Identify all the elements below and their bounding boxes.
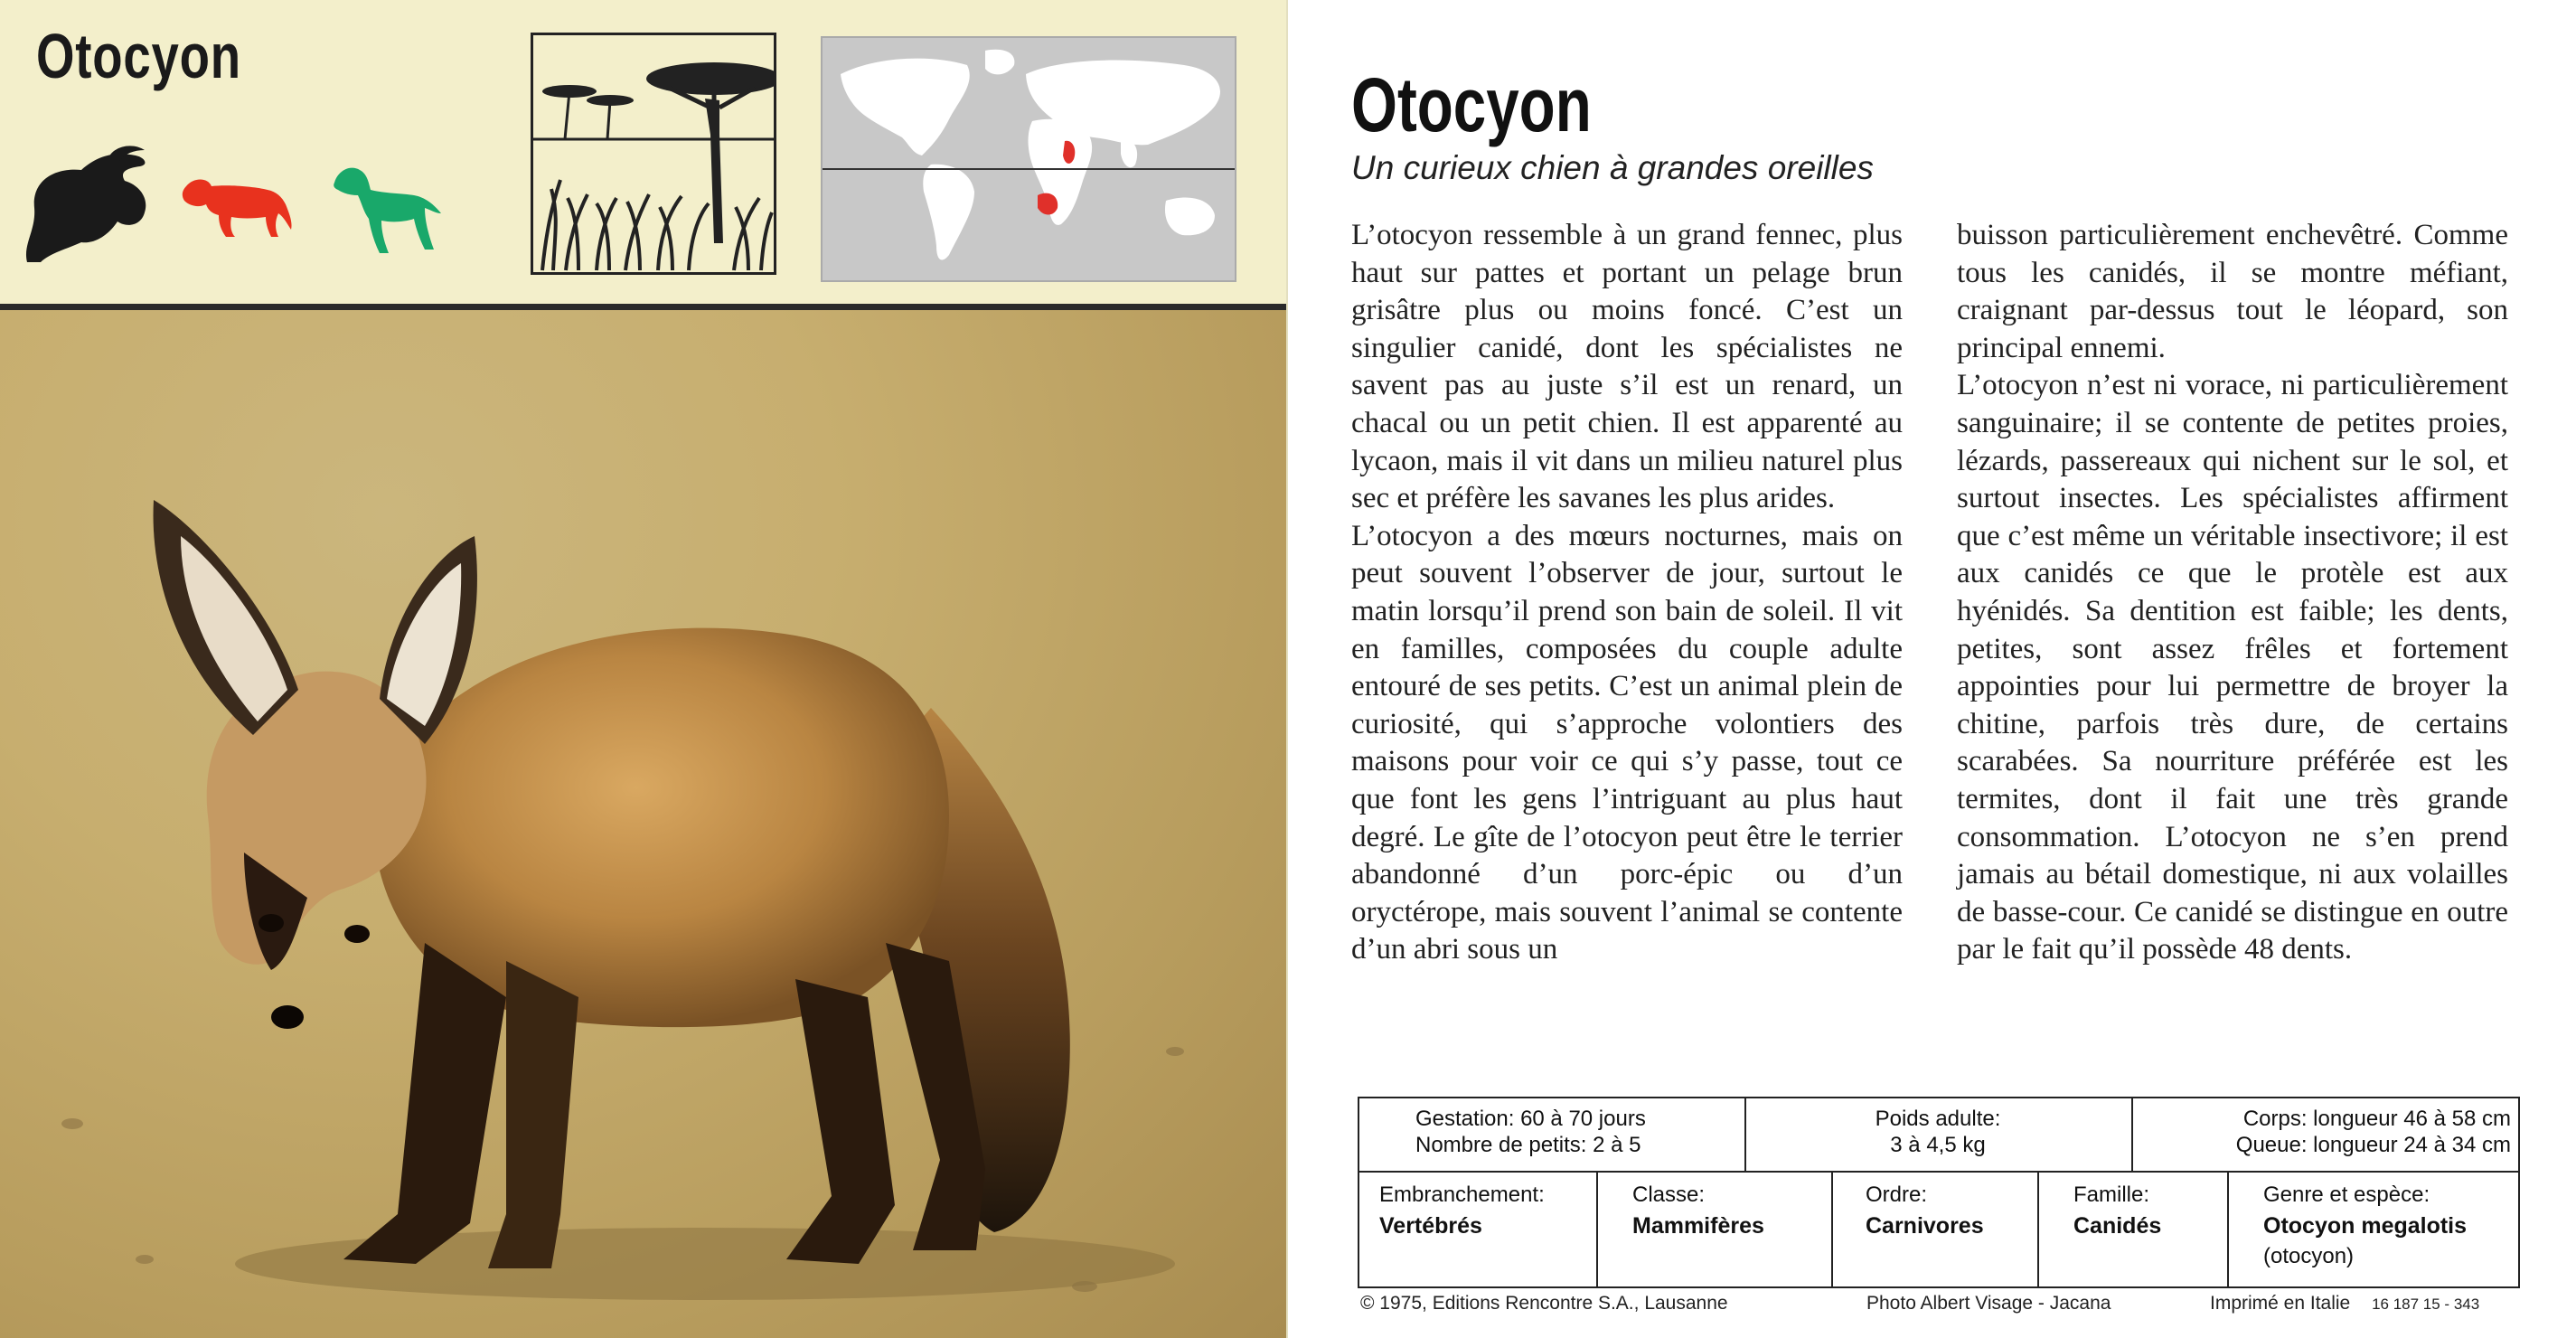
front-header bbox=[0, 0, 1288, 304]
dog-icon bbox=[331, 163, 444, 258]
phylum-value: Vertébrés bbox=[1379, 1213, 1482, 1239]
front-title: Otocyon bbox=[36, 21, 241, 91]
order-cell bbox=[1866, 1182, 1984, 1297]
species-value: Otocyon megalotis bbox=[2263, 1213, 2468, 1239]
back-subtitle: Un curieux chien à grandes oreilles bbox=[1351, 149, 1874, 186]
weight-label: Poids adulte: bbox=[1875, 1107, 2001, 1131]
facts-table bbox=[1358, 1097, 2520, 1288]
family-value: Canidés bbox=[2073, 1213, 2162, 1239]
photo-credit: Photo Albert Visage - Jacana bbox=[1866, 1293, 2111, 1314]
card-code: 16 187 15 - 343 bbox=[2372, 1296, 2480, 1313]
facts-size-cell bbox=[2131, 1106, 2511, 1178]
printed-in: Imprimé en Italie bbox=[2210, 1293, 2351, 1314]
family-label: Famille: bbox=[2073, 1183, 2150, 1207]
facts-row-measures bbox=[1359, 1098, 2518, 1173]
card-back bbox=[1288, 0, 2576, 1338]
text-column-1 bbox=[1351, 217, 1903, 969]
paragraph: buisson particulièrement enchevêtré. Comme tous les canidés, il se montre méfiant, craignant par-dessus tout le léopard, son principal ennemi. bbox=[1957, 219, 2508, 364]
class-label: Classe: bbox=[1632, 1183, 1706, 1207]
otocyon-photo-icon bbox=[0, 310, 1288, 1338]
animal-photo bbox=[0, 310, 1288, 1338]
class-value: Mammifères bbox=[1632, 1213, 1764, 1239]
print-info bbox=[2210, 1293, 2479, 1314]
order-value: Carnivores bbox=[1866, 1213, 1984, 1239]
lion-icon bbox=[181, 177, 294, 242]
savanna-icon bbox=[533, 35, 774, 272]
paragraph: L’otocyon n’est ni vorace, ni particulièrement sanguinaire; il se contente de petites proies, lézards, passereaux qui nichent sur le sol, et surtout insectes. Les spécialistes affirment que c’est même un véritable insectivore; il est aux canidés ce que le protèle est aux hyénidés. Sa dentition est faible; les dents, petites, sont assez frêles et fortement appointies pour lui permettre de broyer la chitine, parfois très dure, de certains scarabées. Sa nourriture préférée est les termites, dont il fait une très grande consommation. L’otocyon ne s’en prend jamais au bétail domestique, ni aux volailles de basse-cour. Ce canidé se distingue en outre par le fait qu’il possède 48 dents. bbox=[1957, 369, 2508, 966]
order-label: Ordre: bbox=[1866, 1183, 1928, 1207]
habitat-illustration bbox=[531, 33, 776, 275]
phylum-cell bbox=[1379, 1182, 1545, 1297]
facts-weight-cell bbox=[1744, 1106, 2131, 1178]
facts-gestation-cell bbox=[1415, 1106, 1646, 1178]
paragraph: L’otocyon a des mœurs nocturnes, mais on peut souvent l’observer de jour, surtout le matin lorsqu’il prend son bain de soleil. Il vit en familles, composées du couple adulte entouré de ses petits. C’est un animal plein de curiosité, qui s’approche volontiers des maisons pour voir ce qui s’y passe, tout ce que font les gens l’intriguant au plus haut degré. Le gîte de l’otocyon peut être le terrier abandonné d’un porc-épic ou d’un oryctérope, mais souvent l’animal se contente d’un abri sous un bbox=[1351, 519, 1903, 966]
litter-size: Nombre de petits: 2 à 5 bbox=[1415, 1133, 1641, 1157]
phylum-label: Embranchement: bbox=[1379, 1183, 1545, 1207]
body-length: Corps: longueur 46 à 58 cm bbox=[2242, 1107, 2511, 1131]
range-map bbox=[821, 36, 1236, 282]
paragraph: L’otocyon ressemble à un grand fennec, plus haut sur pattes et portant un pelage brun grisâtre plus ou moins foncé. C’est un singulier canidé, dont les spécialistes ne savent pas au juste s’il est un renard, un chacal ou un petit chien. Il est apparenté au lycaon, mais il vit dans un milieu naturel plus sec et préfère les savanes les plus arides. bbox=[1351, 219, 1903, 515]
family-cell bbox=[2073, 1182, 2161, 1297]
text-column-2 bbox=[1957, 217, 2508, 969]
header-divider bbox=[0, 304, 1288, 310]
back-title: Otocyon bbox=[1351, 62, 1592, 147]
tail-length: Queue: longueur 24 à 34 cm bbox=[2235, 1133, 2511, 1157]
buffalo-icon bbox=[18, 145, 154, 271]
world-map-icon bbox=[823, 38, 1235, 280]
copyright: © 1975, Editions Rencontre S.A., Lausanne bbox=[1360, 1293, 1728, 1314]
gestation: Gestation: 60 à 70 jours bbox=[1415, 1107, 1646, 1131]
weight-value: 3 à 4,5 kg bbox=[1890, 1133, 1986, 1157]
species-common: (otocyon) bbox=[2263, 1244, 2355, 1268]
class-cell bbox=[1632, 1182, 1764, 1297]
species-label: Genre et espèce: bbox=[2263, 1183, 2430, 1207]
facts-row-taxonomy bbox=[1359, 1173, 2518, 1288]
species-cell bbox=[2263, 1182, 2467, 1297]
